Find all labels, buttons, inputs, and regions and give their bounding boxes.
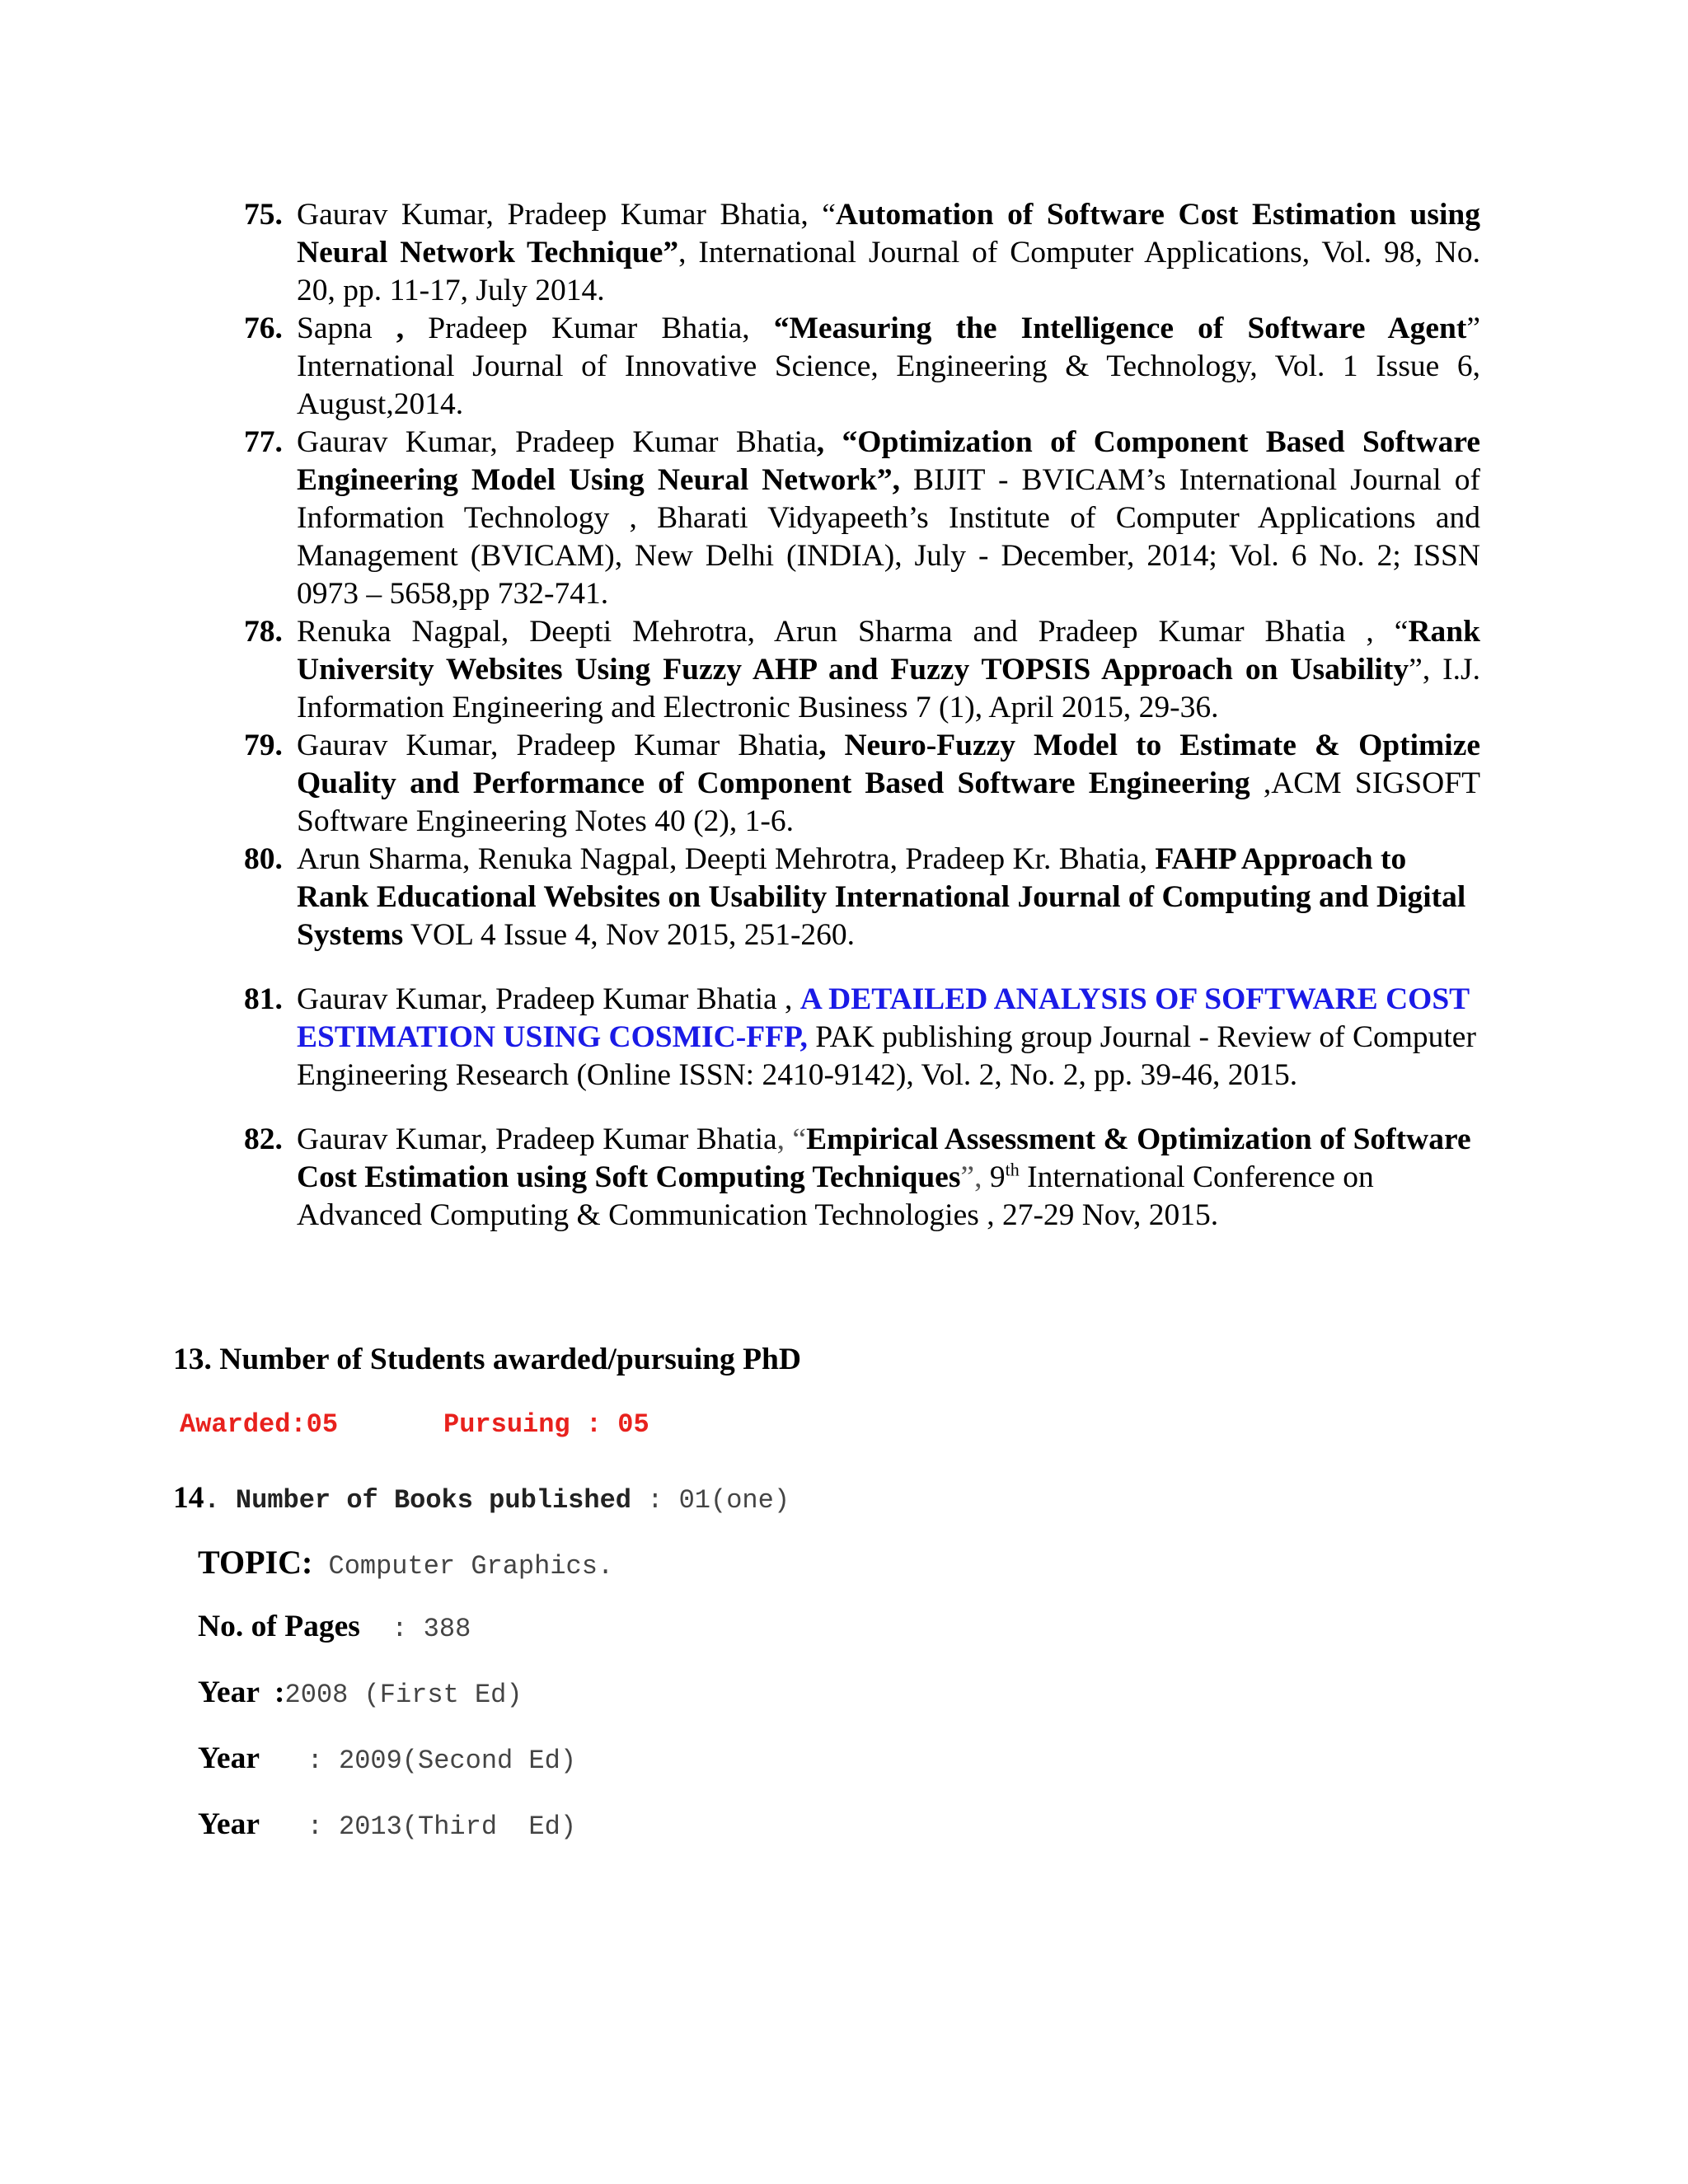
book-topic (198, 1543, 613, 1582)
reference-number: 81. (244, 982, 283, 1016)
reference-venue: ”, I.J. Information Engineering and Electronic Business 7 (1), April 2015, 29-36. (297, 653, 1480, 724)
reference-venue: , International Journal of Computer Applications, Vol. 98, No. 20, pp. 11-17, July 2014. (297, 236, 1480, 307)
book-pages (198, 1609, 471, 1644)
reference-title: Automation of Software Cost Estimation using Neural Network Technique” (297, 198, 1480, 269)
reference-82 (244, 1121, 1480, 1235)
reference-number: 77. (244, 425, 283, 459)
section-14-books (173, 1480, 790, 1516)
reference-79 (244, 727, 1480, 841)
reference-title: FAHP Approach to Rank Educational Websites on Usability International Journal of Computing and Digital Systems (297, 842, 1466, 952)
reference-venue-rest: International Conference on Advanced Computing & Communication Technologies , 27-29 Nov, 2015. (297, 1160, 1374, 1232)
reference-78 (244, 613, 1480, 727)
reference-title: “Measuring the Intelligence of Software Agent (773, 312, 1467, 345)
book-year-value: : 2009(Second Ed) (259, 1746, 577, 1776)
book-pages-value: : 388 (359, 1614, 471, 1644)
book-year-3 (198, 1807, 576, 1842)
reference-number: 76. (244, 312, 283, 345)
book-year-label: Year (198, 1807, 260, 1841)
book-topic-label: TOPIC: (198, 1544, 313, 1581)
phd-pursuing-count: Pursuing : 05 (443, 1409, 649, 1440)
section-14-value: : 01(one) (631, 1485, 790, 1516)
reference-title: Rank University Websites Using Fuzzy AHP and Fuzzy TOPSIS Approach on Usability (297, 615, 1480, 687)
book-year-label: Year : (198, 1675, 285, 1709)
reference-authors: Gaurav Kumar, Pradeep Kumar Bhatia , (297, 982, 800, 1016)
reference-venue: VOL 4 Issue 4, Nov 2015, 251-260. (403, 918, 856, 952)
reference-number: 78. (244, 615, 283, 649)
reference-title: Empirical Assessment & Optimization of Software Cost Estimation using Soft Computing Techniques (297, 1122, 1471, 1194)
reference-title: , Neuro-Fuzzy Model to Estimate & Optimize Quality and Performance of Component Based Software Engineering (297, 729, 1480, 800)
book-topic-value: Computer Graphics. (312, 1551, 614, 1582)
book-pages-label: No. of Pages (198, 1610, 360, 1643)
section-13-heading: 13. Number of Students awarded/pursuing PhD (173, 1343, 801, 1376)
reference-title: A DETAILED ANALYSIS OF SOFTWARE COST ESTIMATION USING COSMIC-FFP, (297, 982, 1470, 1054)
section-14-label: . Number of Books published (204, 1485, 631, 1516)
reference-venue: ,ACM SIGSOFT Software Engineering Notes 40 (2), 1-6. (297, 766, 1481, 838)
reference-separator: , “ (776, 1122, 807, 1156)
reference-number: 75. (244, 198, 283, 232)
phd-awarded-count: Awarded:05 (180, 1409, 339, 1440)
section-14-number: 14 (173, 1481, 204, 1515)
reference-authors: Renuka Nagpal, Deepti Mehrotra, Arun Sharma and Pradeep Kumar Bhatia , “ (297, 615, 1409, 649)
reference-venue: BIJIT - BVICAM’s International Journal of Information Technology , Bharati Vidyapeeth’s Institute of Computer Applications and Management (BVICAM), New Delhi (INDIA), July - December, 2014; Vol. 6 No. 2; ISSN 0973 – 5658,pp 732-741. (297, 463, 1480, 611)
ordinal-suffix: th (1005, 1159, 1020, 1180)
reference-number: 80. (244, 842, 283, 876)
book-year-value: 2008 (First Ed) (284, 1680, 523, 1710)
reference-authors-comma: , (396, 312, 405, 345)
reference-authors: Gaurav Kumar, Pradeep Kumar Bhatia (297, 1122, 777, 1156)
reference-venue: PAK publishing group Journal - Review of Computer Engineering Research (Online ISSN: 2410-9142), Vol. 2, No. 2, pp. 39-46, 2015. (297, 1020, 1476, 1092)
reference-authors: Sapna (297, 312, 396, 345)
reference-80 (244, 841, 1480, 954)
reference-76 (244, 310, 1480, 424)
reference-title: , “Optimization of Component Based Software Engineering Model Using Neural Network”, (297, 425, 1480, 497)
book-year-label: Year (198, 1741, 260, 1775)
reference-number: 82. (244, 1122, 283, 1156)
reference-authors: Arun Sharma, Renuka Nagpal, Deepti Mehrotra, Pradeep Kr. Bhatia, (297, 842, 1156, 876)
reference-venue: ” International Journal of Innovative Science, Engineering & Technology, Vol. 1 Issue 6, August,2014. (297, 312, 1480, 421)
reference-81 (244, 981, 1480, 1094)
book-year-2 (198, 1741, 576, 1776)
reference-75 (244, 196, 1480, 310)
book-year-value: : 2013(Third Ed) (259, 1811, 577, 1842)
reference-venue: 9 (989, 1160, 1006, 1194)
reference-authors-rest: Pradeep Kumar Bhatia, (404, 312, 774, 345)
reference-77 (244, 424, 1480, 613)
reference-separator: ”, (960, 1160, 990, 1194)
reference-authors: Gaurav Kumar, Pradeep Kumar Bhatia, “ (297, 198, 836, 232)
reference-number: 79. (244, 729, 283, 762)
publications-list (244, 196, 1480, 1235)
reference-authors: Gaurav Kumar, Pradeep Kumar Bhatia (297, 425, 817, 459)
book-year-1 (198, 1675, 523, 1710)
reference-authors: Gaurav Kumar, Pradeep Kumar Bhatia (297, 729, 819, 762)
